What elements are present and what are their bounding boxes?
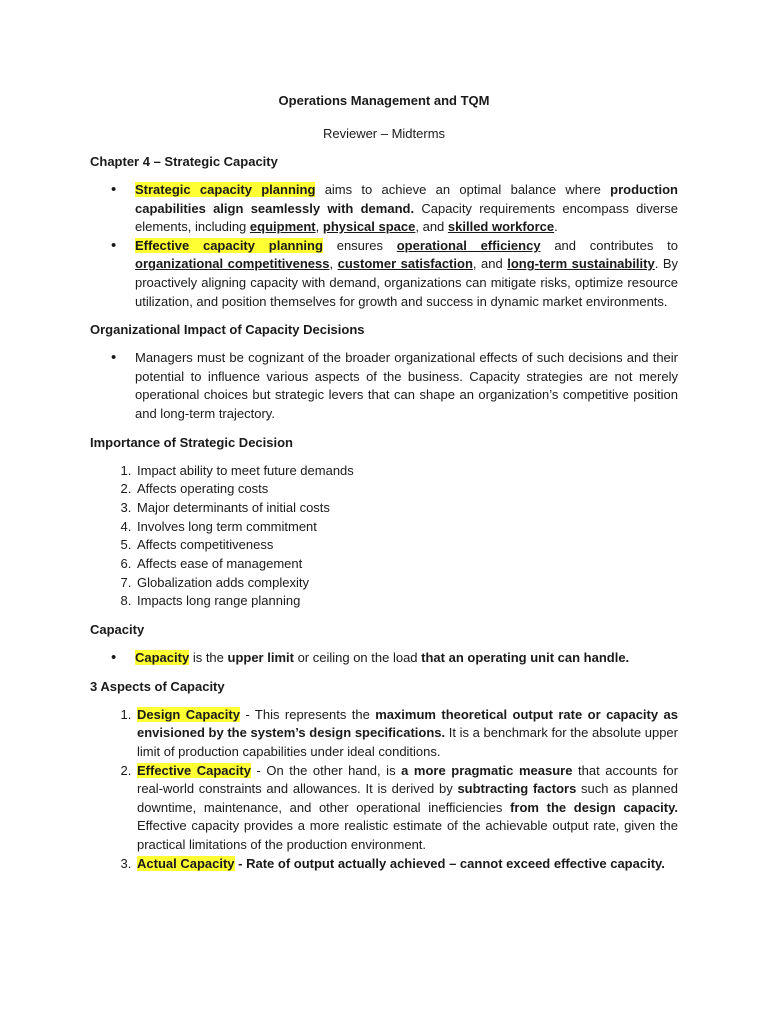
document-title: Operations Management and TQM <box>278 93 490 108</box>
list-item: 1. Impact ability to meet future demands <box>135 462 678 481</box>
section-heading-capacity: Capacity <box>90 622 145 638</box>
list-item: • Managers must be cognizant of the broader organizational effects of such decisions and their potential to influence various aspects of the business. Capacity strategies are not merely operational choices but strategic levers that can shape an organization’s competitive position and long-term trajectory. <box>135 349 678 423</box>
impact-bullet-list <box>90 349 678 423</box>
list-item: 7. Globalization adds complexity <box>135 574 678 593</box>
list-item: 3. Actual Capacity - Rate of output actually achieved – cannot exceed effective capacity. <box>135 855 678 874</box>
list-item: • Effective capacity planning ensures operational efficiency and contributes to organizational competitiveness, customer satisfaction, and long-term sustainability. By proactively aligning capacity with demand, organizations can mitigate risks, optimize resource utilization, and position themselves for growth and success in dynamic market environments. <box>135 237 678 311</box>
list-item: 5. Affects competitiveness <box>135 536 678 555</box>
document-subtitle: Reviewer – Midterms <box>322 126 446 141</box>
list-item: 1. Design Capacity - This represents the maximum theoretical output rate or capacity as envisioned by the system’s design specifications. It is a benchmark for the absolute upper limit of production capabilities under ideal conditions. <box>135 706 678 762</box>
list-item: 4. Involves long term commitment <box>135 518 678 537</box>
chapter-bullet-list <box>90 181 678 311</box>
section-heading-importance: Importance of Strategic Decision <box>90 434 293 450</box>
list-item: 8. Impacts long range planning <box>135 592 678 611</box>
chapter-heading: Chapter 4 – Strategic Capacity <box>90 154 278 169</box>
list-item: 3. Major determinants of initial costs <box>135 499 678 518</box>
list-item: • Capacity is the upper limit or ceiling on the load that an operating unit can handle. <box>135 649 678 668</box>
section-heading-aspects: 3 Aspects of Capacity <box>90 678 225 694</box>
list-item: 6. Affects ease of management <box>135 555 678 574</box>
aspects-numbered-list <box>90 706 678 873</box>
importance-numbered-list <box>90 462 678 612</box>
list-item: 2. Effective Capacity - On the other hand, is a more pragmatic measure that accounts for real-world constraints and allowances. It is derived by subtracting factors such as planned downtime, maintenance, and other operational inefficiencies from the design capacity. Effective capacity provides a more realistic estimate of the achievable output rate, given the practical limitations of the production environment. <box>135 762 678 855</box>
list-item: 2. Affects operating costs <box>135 480 678 499</box>
capacity-bullet-list <box>90 649 678 668</box>
list-item: • Strategic capacity planning aims to achieve an optimal balance where production capabilities align seamlessly with demand. Capacity requirements encompass diverse elements, including equipment, physical space, and skilled workforce. <box>135 181 678 237</box>
section-heading-impact: Organizational Impact of Capacity Decisions <box>90 322 365 338</box>
